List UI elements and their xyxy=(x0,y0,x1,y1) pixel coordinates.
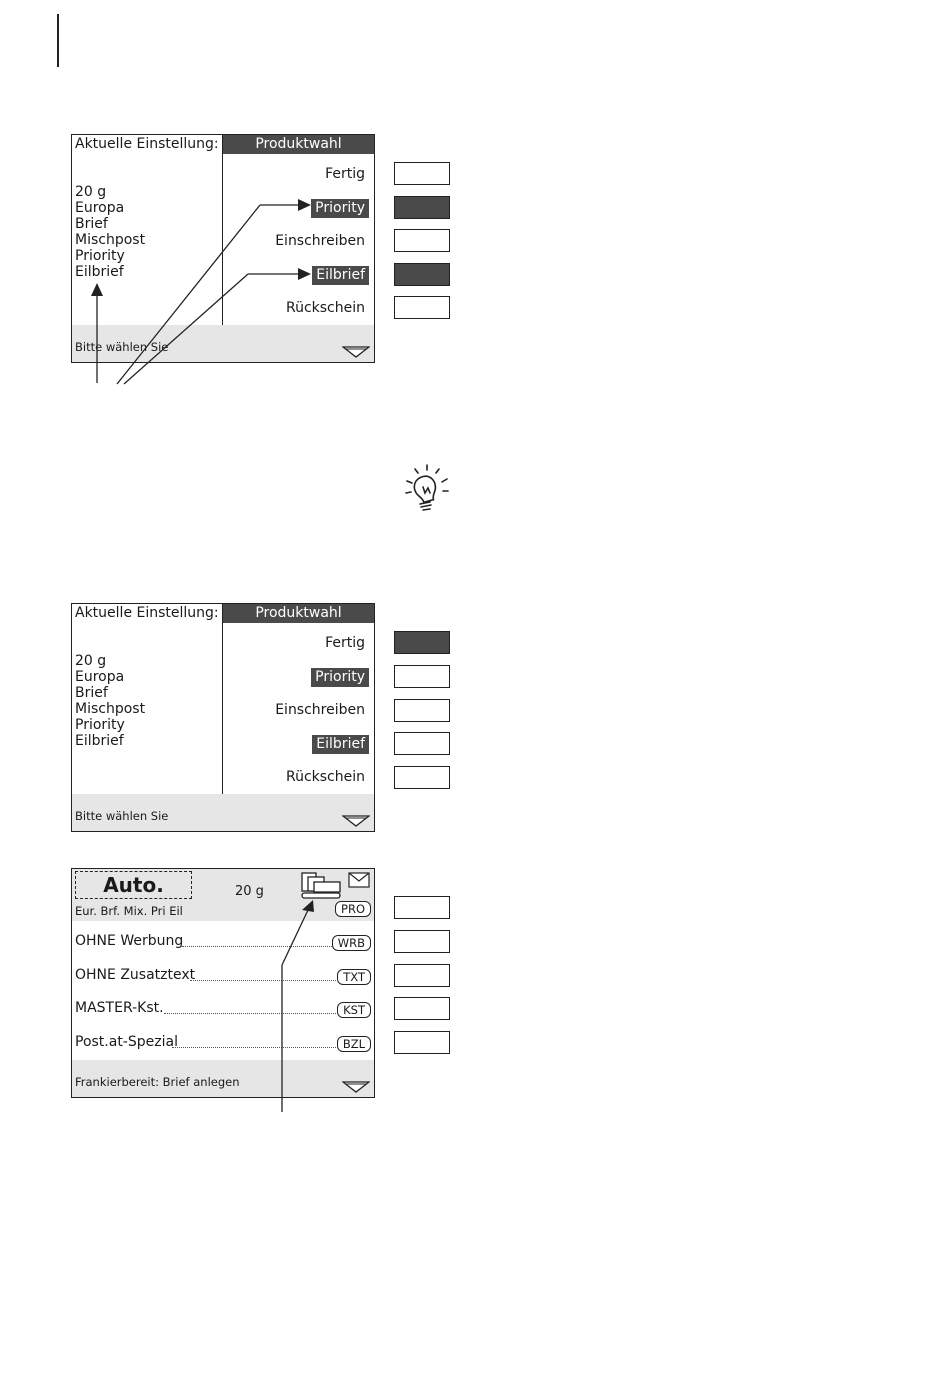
setting-weight: 20 g xyxy=(75,184,107,200)
triangle-down-icon[interactable] xyxy=(342,815,370,827)
softkey-2[interactable] xyxy=(394,930,450,953)
kst-key-label[interactable]: KST xyxy=(337,1002,371,1018)
pro-key-label[interactable]: PRO xyxy=(335,901,371,917)
tab-produktwahl: Produktwahl xyxy=(223,135,374,154)
menu-item-rueckschein[interactable]: Rückschein xyxy=(285,769,365,785)
callout-arrow-printer xyxy=(0,890,400,1120)
wrb-key-label[interactable]: WRB xyxy=(332,935,371,951)
status-bar xyxy=(72,794,374,831)
setting-express: Eilbrief xyxy=(75,733,124,749)
current-settings-label: Aktuelle Einstellung: xyxy=(75,136,219,152)
row-label-zusatztext[interactable]: OHNE Zusatztext xyxy=(75,967,196,983)
setting-mail-type: Mischpost xyxy=(75,701,146,717)
softkey-2[interactable] xyxy=(394,665,450,688)
softkey-1[interactable] xyxy=(394,896,450,919)
product-summary: Eur. Brf. Mix. Pri Eil xyxy=(75,904,183,918)
setting-mail-type: Mischpost xyxy=(75,232,146,248)
txt-key-label[interactable]: TXT xyxy=(337,969,371,985)
tab-produktwahl: Produktwahl xyxy=(223,604,374,623)
product-selection-screen-2 xyxy=(71,603,375,832)
setting-region: Europa xyxy=(75,200,125,216)
menu-item-rueckschein[interactable]: Rückschein xyxy=(285,300,365,316)
mode-auto: Auto. xyxy=(75,871,192,899)
setting-format: Brief xyxy=(75,216,108,232)
softkey-3[interactable] xyxy=(394,964,450,987)
softkey-5[interactable] xyxy=(394,766,450,789)
menu-item-eilbrief[interactable]: Eilbrief xyxy=(312,735,369,754)
envelope-icon xyxy=(348,872,370,888)
setting-region: Europa xyxy=(75,669,125,685)
setting-priority: Priority xyxy=(75,717,125,733)
setting-express: Eilbrief xyxy=(75,264,124,280)
setting-format: Brief xyxy=(75,685,108,701)
status-text: Bitte wählen Sie xyxy=(75,809,169,823)
softkey-1[interactable] xyxy=(394,631,450,654)
row-label-kostenstelle[interactable]: MASTER-Kst. xyxy=(75,1000,164,1016)
row-label-spezial[interactable]: Post.at-Spezial xyxy=(75,1034,178,1050)
softkey-3[interactable] xyxy=(394,699,450,722)
lightbulb-icon xyxy=(403,463,453,517)
menu-item-priority[interactable]: Priority xyxy=(311,668,369,687)
callout-arrows xyxy=(0,0,950,420)
softkey-5[interactable] xyxy=(394,1031,450,1054)
softkey-4[interactable] xyxy=(394,732,450,755)
setting-priority: Priority xyxy=(75,248,125,264)
menu-item-fertig[interactable]: Fertig xyxy=(325,635,365,651)
bzl-key-label[interactable]: BZL xyxy=(337,1036,371,1052)
status-text: Frankierbereit: Brief anlegen xyxy=(75,1075,240,1089)
current-settings-pane xyxy=(72,604,223,794)
menu-item-einschreiben[interactable]: Einschreiben xyxy=(275,233,365,249)
status-text: Bitte wählen Sie xyxy=(75,340,169,354)
menu-item-eilbrief[interactable]: Eilbrief xyxy=(312,266,369,285)
weight-display: 20 g xyxy=(235,884,264,899)
menu-item-priority[interactable]: Priority xyxy=(311,199,369,218)
menu-item-fertig[interactable]: Fertig xyxy=(325,166,365,182)
row-label-werbung[interactable]: OHNE Werbung xyxy=(75,933,184,949)
current-settings-label: Aktuelle Einstellung: xyxy=(75,605,219,621)
softkey-4[interactable] xyxy=(394,997,450,1020)
menu-item-einschreiben[interactable]: Einschreiben xyxy=(275,702,365,718)
setting-weight: 20 g xyxy=(75,653,107,669)
